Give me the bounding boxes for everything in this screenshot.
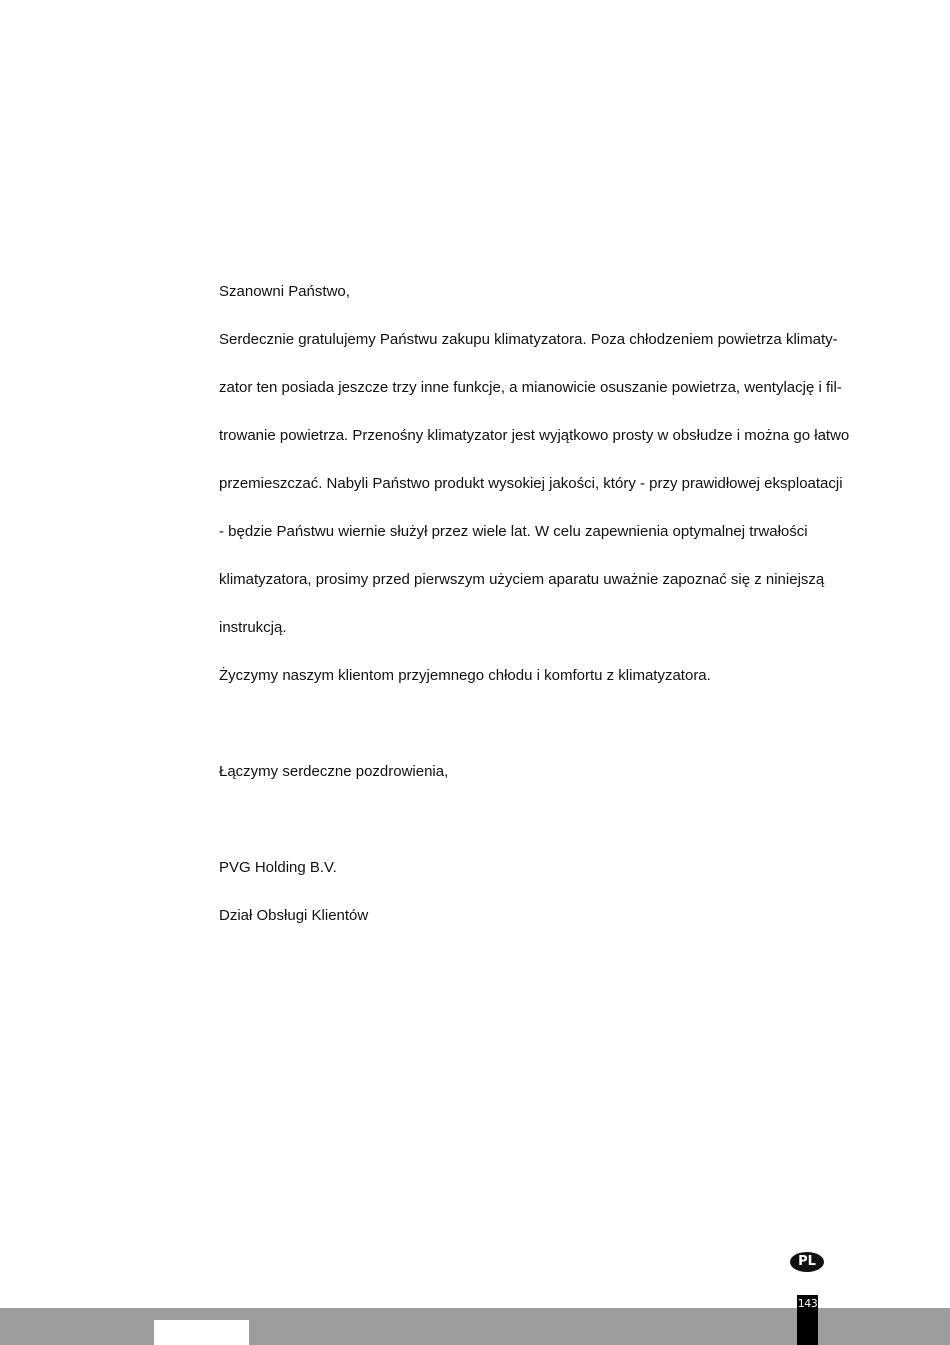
letter-body-line: przemieszczać. Nabyli Państwo produkt wysokiej jakości, który - przy prawidłowej eksploatacji [219,475,843,492]
letter-wish: Życzymy naszym klientom przyjemnego chłodu i komfortu z klimatyzatora. [219,667,711,684]
department-name: Dział Obsługi Klientów [219,907,369,924]
letter-body-line: Serdecznie gratulujemy Państwu zakupu klimatyzatora. Poza chłodzeniem powietrza klimaty- [219,331,838,348]
company-name: PVG Holding B.V. [219,859,337,876]
language-badge: PL [790,1252,824,1272]
letter [219,283,869,925]
letter-body-line: zator ten posiada jeszcze trzy inne funkcje, a mianowicie osuszanie powietrza, wentylację i fil- [219,379,842,396]
footer-label-box [154,1320,249,1345]
letter-greeting: Szanowni Państwo, [219,283,350,300]
letter-body-line: trowanie powietrza. Przenośny klimatyzator jest wyjątkowo prosty w obsłudze i można go łatwo [219,427,850,444]
letter-body-line: klimatyzatora, prosimy przed pierwszym użyciem aparatu uważnie zapoznać się z niniejszą [219,571,825,588]
page-number: 143 [797,1295,818,1345]
letter-closing: Łączymy serdeczne pozdrowienia, [219,763,449,780]
letter-body-line: instrukcją. [219,619,287,636]
letter-body-line: - będzie Państwu wiernie służył przez wiele lat. W celu zapewnienia optymalnej trwałości [219,523,808,540]
